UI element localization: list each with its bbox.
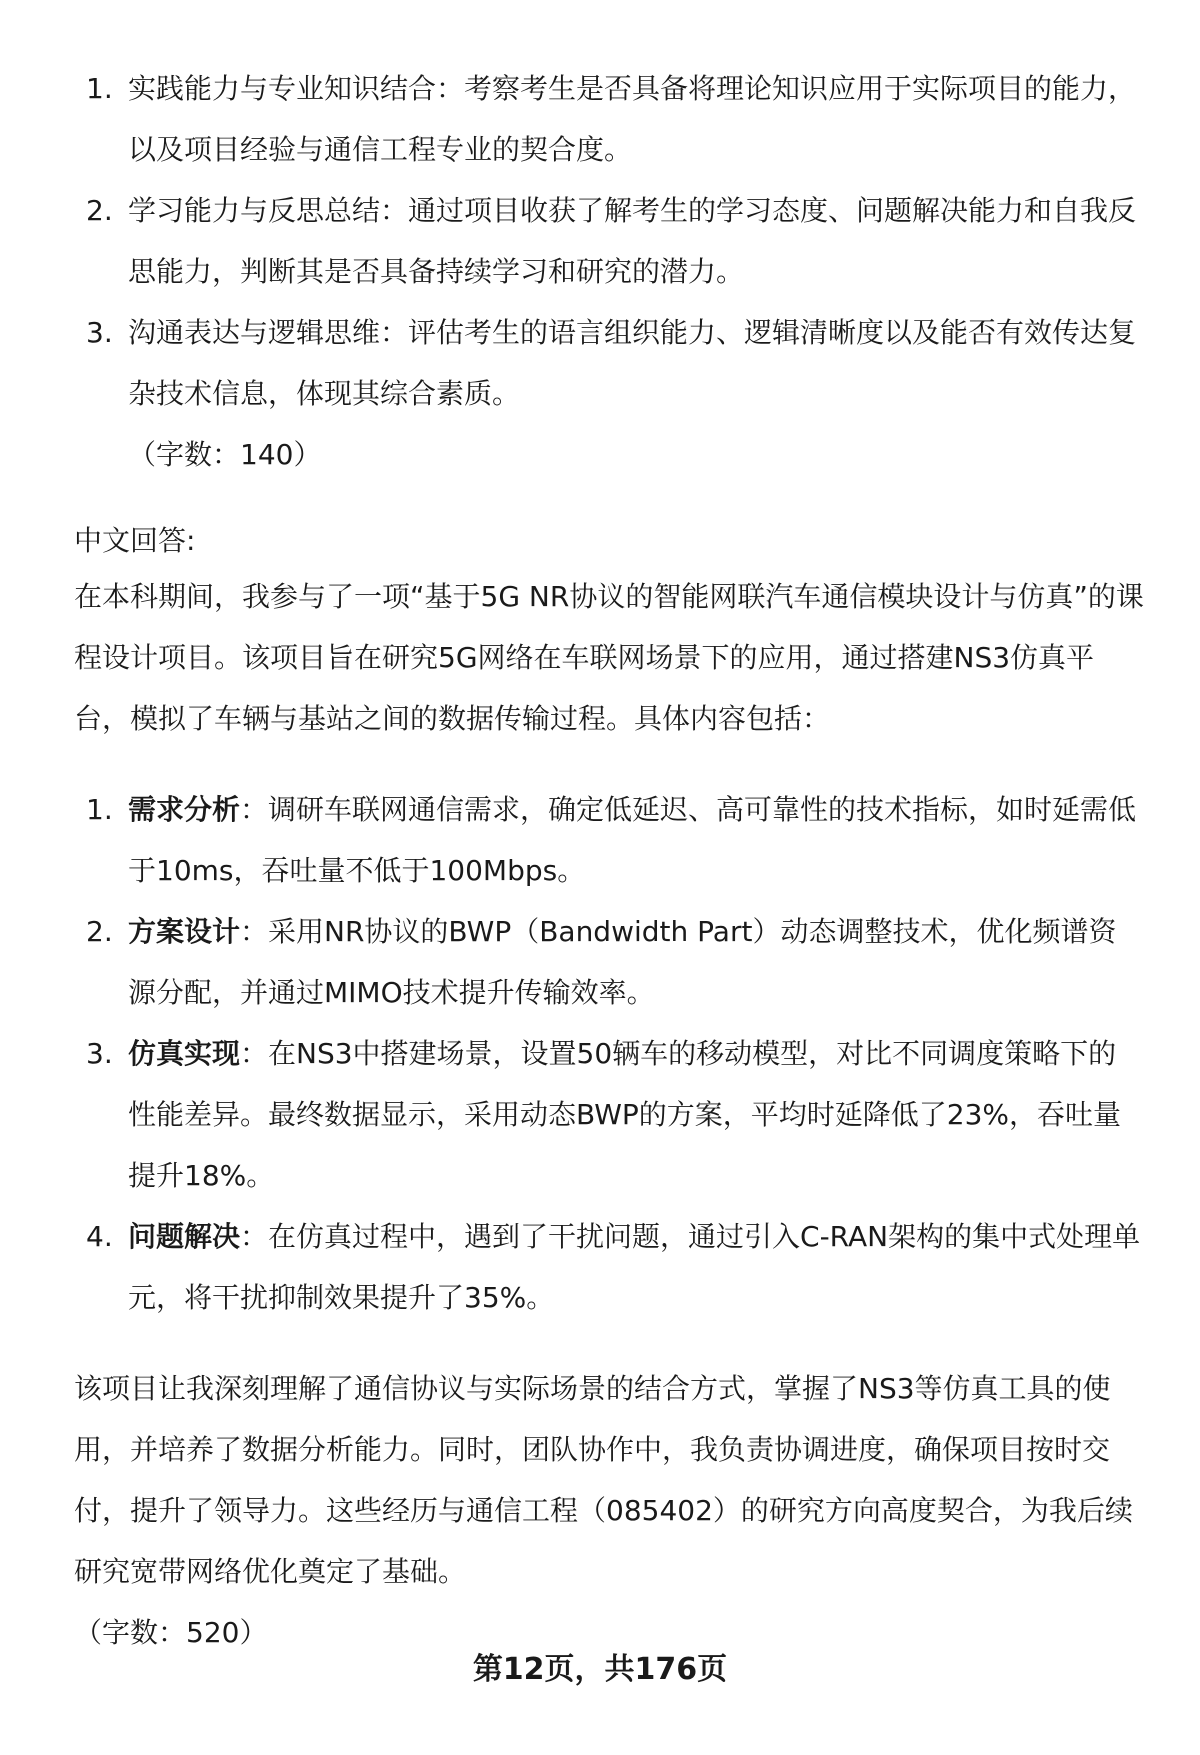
list-item-term: 问题解决 xyxy=(128,1220,241,1253)
evaluation-points-list xyxy=(74,58,1144,424)
list-item-text: 实践能力与专业知识结合：考察考生是否具备将理论知识应用于实际项目的能力，以及项目经验与通信工程专业的契合度。 xyxy=(128,72,1137,166)
list-item-text: ：调研车联网通信需求，确定低延迟、高可靠性的技术指标，如时延需低于10ms，吞吐量不低于100Mbps。 xyxy=(128,793,1137,887)
list-item-text: ：在NS3中搭建场景，设置50辆车的移动模型，对比不同调度策略下的性能差异。最终数据显示，采用动态BWP的方案，平均时延降低了23%，吞吐量提升18%。 xyxy=(128,1037,1122,1192)
list-number: 4. xyxy=(86,1220,113,1253)
list-item xyxy=(74,58,1144,180)
list-item-term: 需求分析 xyxy=(128,793,241,826)
list-item-text: 沟通表达与逻辑思维：评估考生的语言组织能力、逻辑清晰度以及能否有效传达复杂技术信息，体现其综合素质。 xyxy=(128,316,1137,410)
page-content xyxy=(74,58,1144,1663)
project-details-list xyxy=(74,779,1144,1328)
word-count-1: （字数：140） xyxy=(128,438,322,471)
list-item-text: ：采用NR协议的BWP（Bandwidth Part）动态调整技术，优化频谱资源分配，并通过MIMO技术提升传输效率。 xyxy=(128,915,1117,1009)
list-item xyxy=(74,180,1144,302)
list-item-term: 仿真实现 xyxy=(128,1037,241,1070)
list-item xyxy=(74,901,1144,1023)
list-item-text: ：在仿真过程中，遇到了干扰问题，通过引入C-RAN架构的集中式处理单元，将干扰抑制效果提升了35%。 xyxy=(128,1220,1141,1314)
list-item xyxy=(74,1206,1144,1328)
list-item xyxy=(74,1023,1144,1206)
summary-paragraph: 该项目让我深刻理解了通信协议与实际场景的结合方式，掌握了NS3等仿真工具的使用，并培养了数据分析能力。同时，团队协作中，我负责协调进度，确保项目按时交付，提升了领导力。这些经历与通信工程（085402）的研究方向高度契合，为我后续研究宽带网络优化奠定了基础。 xyxy=(74,1372,1133,1588)
page-number-footer: 第12页，共176页 xyxy=(472,1652,728,1687)
list-number: 1. xyxy=(86,793,113,826)
list-number: 3. xyxy=(86,316,113,349)
list-item-term: 方案设计 xyxy=(128,915,241,948)
intro-paragraph: 在本科期间，我参与了一项“基于5G NR协议的智能网联汽车通信模块设计与仿真”的课程设计项目。该项目旨在研究5G网络在车联网场景下的应用，通过搭建NS3仿真平台，模拟了车辆与基站之间的数据传输过程。具体内容包括： xyxy=(74,580,1144,735)
section-heading: 中文回答: xyxy=(74,524,196,557)
list-item-text: 学习能力与反思总结：通过项目收获了解考生的学习态度、问题解决能力和自我反思能力，判断其是否具备持续学习和研究的潜力。 xyxy=(128,194,1137,288)
list-item xyxy=(74,779,1144,901)
list-number: 2. xyxy=(86,194,113,227)
list-number: 2. xyxy=(86,915,113,948)
list-number: 3. xyxy=(86,1037,113,1070)
list-item xyxy=(74,302,1144,424)
word-count-2: （字数：520） xyxy=(74,1616,268,1649)
list-number: 1. xyxy=(86,72,113,105)
